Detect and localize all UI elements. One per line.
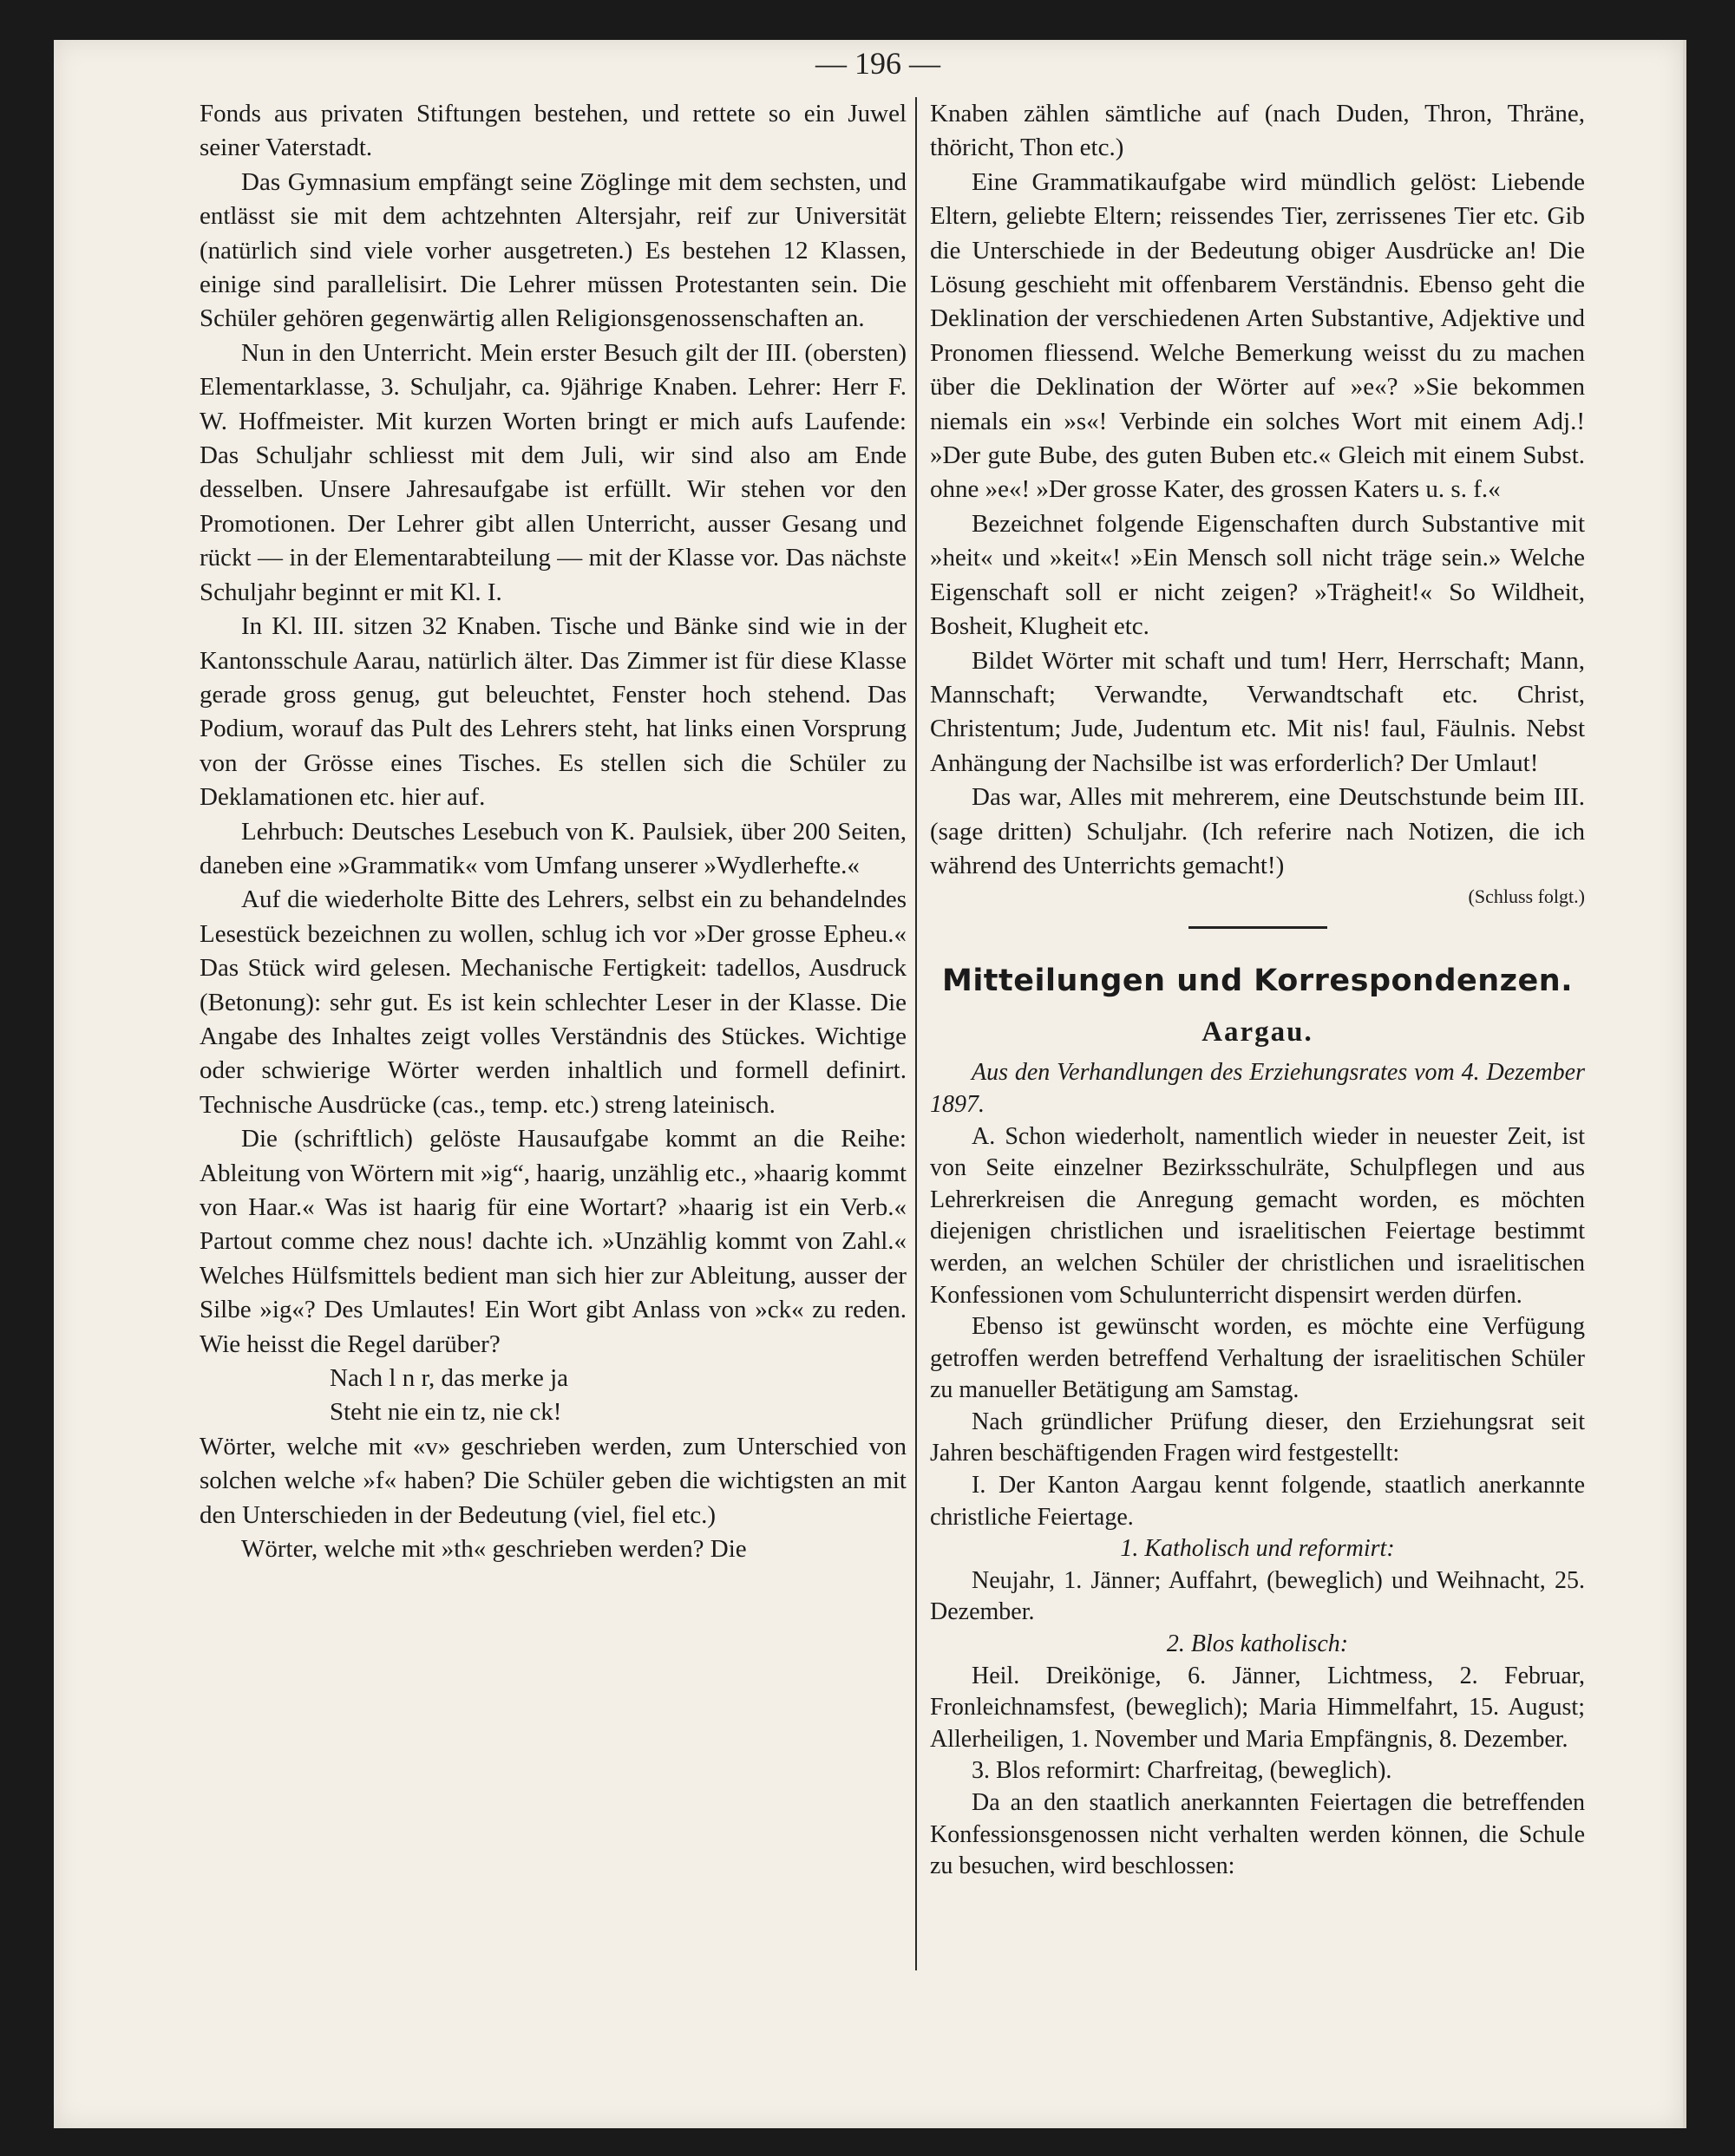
aargau-section [930, 1057, 1585, 1882]
paragraph: Das war, Alles mit mehrerem, eine Deutschstunde beim III. (sage dritten) Schuljahr. (Ich referire nach Notizen, die ich während des Unterrichts gemacht!) [930, 783, 1585, 879]
paragraph: Fonds aus privaten Stiftungen bestehen, und rettete so ein Juwel seiner Vaterstadt. [200, 100, 907, 162]
paragraph: Das Gymnasium empfängt seine Zöglinge mit dem sechsten, und entlässt sie mit dem achtzehnten Altersjahr, reif zur Universität (natürlich sind viele vorher ausgetreten.) Es bestehen 12 Klassen, einige sind parallelisirt. Die Lehrer müssen Protestanten sein. Die Schüler gehören gegenwärtig allen Religionsgenossenschaften an. [200, 167, 907, 333]
paragraph: A. Schon wiederholt, namentlich wieder in neuester Zeit, ist von Seite einzelner Bezirksschulräte, Schulpflegen und aus Lehrerkreisen die Anregung gemacht worden, es möchten diejenigen christlichen und israelitischen Feiertage bestimmt werden, an welchen Schüler der christlichen und israelitischen Konfessionen vom Schulunterricht dispensirt werden dürfen. [930, 1122, 1585, 1309]
section-title: Mitteilungen und Korrespondenzen. [941, 964, 1573, 999]
paragraph: In Kl. III. sitzen 32 Knaben. Tische und Bänke sind wie in der Kantonsschule Aarau, natürlich älter. Das Zimmer ist für diese Klasse gerade gross genug, gut beleuchtet, Fenster hoch stehend. Das Podium, worauf das Pult des Lehrers steht, hat links einen Vorsprung von der Grösse eines Tisches. Es stellen sich die Schüler zu Deklamationen etc. hier auf. [200, 612, 907, 812]
list-heading: 2. Blos katholisch: [1166, 1630, 1349, 1658]
paragraph: Nach gründlicher Prüfung dieser, den Erziehungsrat seit Jahren beschäftigenden Fragen wird festgestellt: [930, 1408, 1585, 1467]
paragraph: Ebenso ist gewünscht worden, es möchte eine Verfügung getroffen werden betreffend Verhaltung der israelitischen Schüler zu manueller Betätigung am Samstag. [930, 1313, 1585, 1404]
paragraph: Bildet Wörter mit schaft und tum! Herr, Herrschaft; Mann, Mannschaft; Verwandte, Verwandtschaft etc. Christ, Christentum; Jude, Judentum etc. Mit nis! faul, Fäulnis. Nebst Anhängung der Nachsilbe ist was erforderlich? Der Umlaut! [930, 646, 1585, 777]
paragraph: Neujahr, 1. Jänner; Auffahrt, (beweglich) und Weihnacht, 25. Dezember. [930, 1566, 1585, 1626]
paragraph: Heil. Dreikönige, 6. Jänner, Lichtmess, 2. Februar, Fronleichnamsfest, (beweglich); Maria Himmelfahrt, 15. August; Allerheiligen, 1. November und Maria Empfängnis, 8. Dezember. [930, 1662, 1585, 1753]
verse-line: Nach l n r, das merke ja [330, 1364, 569, 1393]
left-column [200, 97, 907, 1566]
paragraph: Bezeichnet folgende Eigenschaften durch Substantive mit »heit« und »keit«! »Ein Mensch soll nicht träge sein.» Welche Eigenschaft soll er nicht zeigen? »Trägheit!« So Wildheit, Bosheit, Klugheit etc. [930, 509, 1585, 641]
paragraph: Aus den Verhandlungen des Erziehungsrates vom 4. Dezember 1897. [930, 1059, 1585, 1118]
page-number: — 196 — [815, 46, 940, 81]
paragraph: I. Der Kanton Aargau kennt folgende, staatlich anerkannte christliche Feiertage. [930, 1472, 1585, 1531]
verse-line: Steht nie ein tz, nie ck! [330, 1398, 562, 1427]
signoff: (Schluss folgt.) [1468, 885, 1585, 908]
paragraph: Lehrbuch: Deutsches Lesebuch von K. Paulsiek, über 200 Seiten, daneben eine »Grammatik« vom Umfang unserer »Wydlerhefte.« [200, 817, 907, 879]
paragraph: Da an den staatlich anerkannten Feiertagen die betreffenden Konfessionsgenossen nicht verhalten werden können, die Schule zu besuchen, wird beschlossen: [930, 1789, 1585, 1880]
list-heading: 1. Katholisch und reformirt: [1120, 1535, 1395, 1563]
column-divider [915, 97, 917, 1970]
paragraph: Nun in den Unterricht. Mein erster Besuch gilt der III. (obersten) Elementarklasse, 3. Schuljahr, ca. 9jährige Knaben. Lehrer: Herr F. W. Hoffmeister. Mit kurzen Worten bringt er mich aufs Laufende: Das Schuljahr schliesst mit dem Juli, wir sind also am Ende desselben. Unsere Jahresaufgabe ist erfüllt. Wir stehen vor den Promotionen. Der Lehrer gibt allen Unterricht, ausser Gesang und rückt — in der Elementarabteilung — mit der Klasse vor. Das nächste Schuljahr beginnt er mit Kl. I. [200, 338, 907, 606]
section-subtitle: Aargau. [1201, 1016, 1313, 1049]
paragraph: Knaben zählen sämtliche auf (nach Duden, Thron, Thräne, thöricht, Thon etc.) [930, 100, 1585, 162]
right-column [930, 97, 1585, 1883]
paragraph: 3. Blos reformirt: Charfreitag, (beweglich). [972, 1757, 1392, 1785]
paragraph: Eine Grammatikaufgabe wird mündlich gelöst: Liebende Eltern, geliebte Eltern; reissendes Tier, zerrissenes Tier etc. Gib die Unterschiede in der Bedeutung obiger Ausdrücke an! Die Lösung geschieht mit offenbarem Verständnis. Ebenso geht die Deklination der verschiedenen Arten Substantive, Adjektive und Pronomen fliessend. Welche Bemerkung weisst du zu machen über die Deklination der Wörter auf »e«? »Sie bekommen niemals ein »s«! Verbinde ein solches Wort mit einem Adj.! »Der gute Bube, des guten Buben etc.« Gleich mit einem Subst. ohne »e«! »Der grosse Kater, des grossen Katers u. s. f.« [930, 167, 1585, 504]
paragraph: Wörter, welche mit «v» geschrieben werden, zum Unterschied von solchen welche »f« haben? Die Schüler geben die wichtigsten an mit den Unterschieden in der Bedeutung (viel, fiel etc.) [200, 1432, 907, 1529]
paragraph: Auf die wiederholte Bitte des Lehrers, selbst ein zu behandelndes Lesestück bezeichnen zu wollen, schlug ich vor »Der grosse Epheu.« Das Stück wird gelesen. Mechanische Fertigkeit: tadellos, Ausdruck (Betonung): sehr gut. Es ist kein schlechter Leser in der Klasse. Die Angabe des Inhaltes zeigt volles Verständnis des Stückes. Wichtige oder schwierige Wörter werden inhaltlich und formell definirt. Technische Ausdrücke (cas., temp. etc.) streng lateinisch. [200, 885, 907, 1119]
section-rule [1188, 926, 1327, 929]
page-edge [1683, 40, 1686, 2128]
paragraph: Wörter, welche mit »th« geschrieben werden? Die [241, 1535, 747, 1564]
paragraph: Die (schriftlich) gelöste Hausaufgabe kommt an die Reihe: Ableitung von Wörtern mit »ig“, haarig, unzählig etc., »haarig kommt von Haar.« Was ist haarig für eine Wortart? »haarig ist ein Verb.« Partout comme chez nous! dachte ich. »Unzählig kommt von Zahl.« Welches Hülfsmittels bedient man sich hier zur Ableitung, ausser der Silbe »ig«? Des Umlautes! Ein Wort gibt Anlass von »ck« zu reden. Wie heisst die Regel darüber? [200, 1125, 907, 1358]
